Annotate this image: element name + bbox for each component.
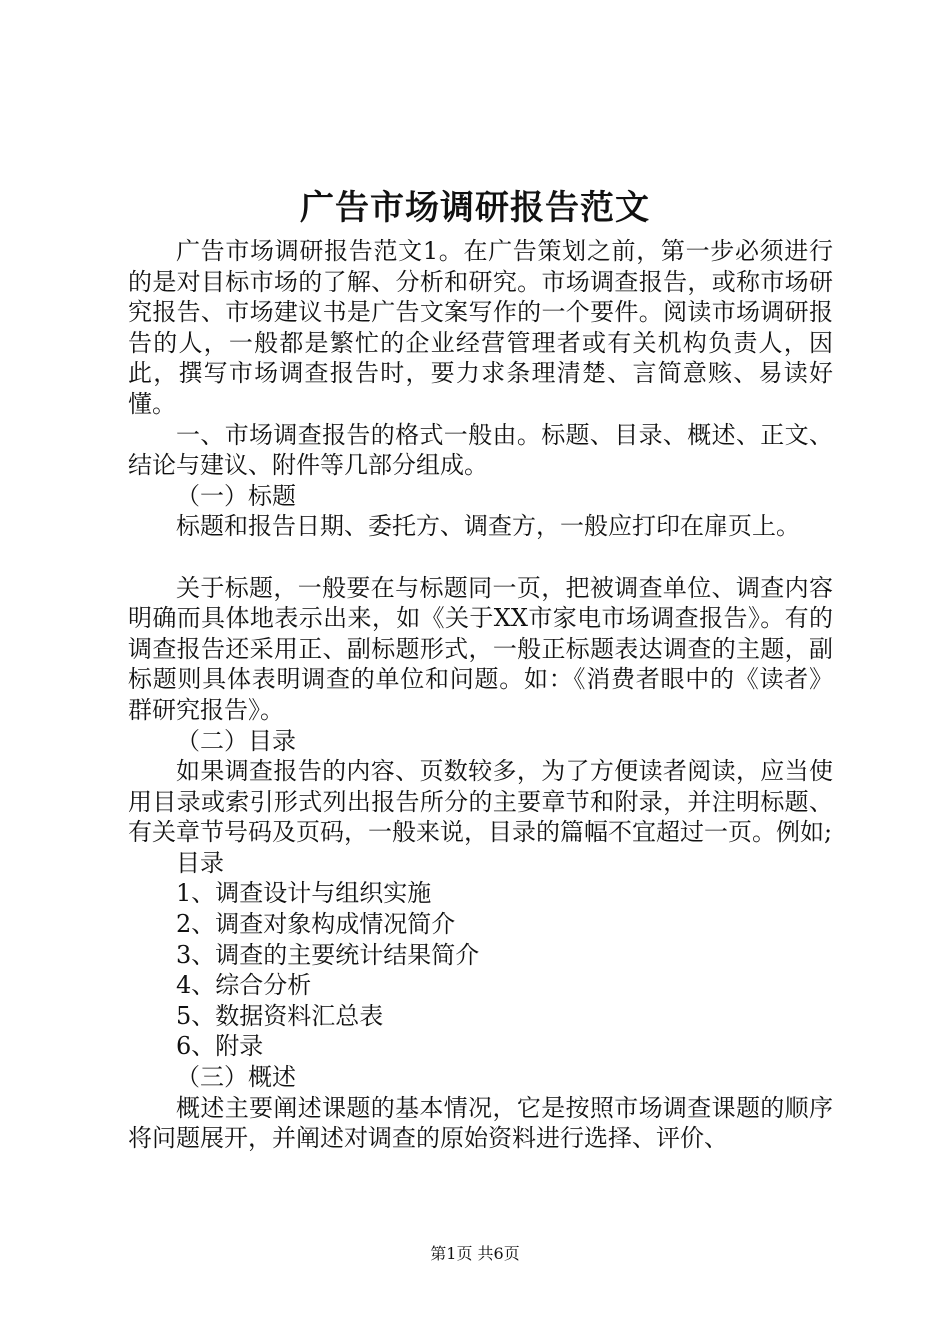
toc-item: 6、附录	[176, 1032, 264, 1061]
paragraph-title-detail: 关于标题，一般要在与标题同一页，把被调查单位、调查内容明确而具体地表示出来，如《关于XX市家电市场调查报告》。有的调查报告还采用正、副标题形式，一般正标题表达调查的主题，副标题则具体表明调查的单位和问题。如：《消费者眼中的《读者》群研究报告》。	[128, 573, 833, 724]
toc-item: 3、调查的主要统计结果简介	[176, 940, 480, 969]
paragraph-toc: 如果调查报告的内容、页数较多，为了方便读者阅读，应当使用目录或索引形式列出报告所分的主要章节和附录，并注明标题、有关章节号码及页码，一般来说，目录的篇幅不宜超过一页。例如;	[128, 757, 833, 847]
toc-heading: 目录	[176, 848, 224, 877]
toc-item: 1、调查设计与组织实施	[176, 879, 432, 908]
heading-title-section: （一）标题	[176, 481, 296, 510]
toc-item: 2、调查对象构成情况简介	[176, 910, 456, 939]
blank-line	[128, 542, 833, 573]
heading-toc-section: （二）目录	[176, 726, 296, 755]
toc-item: 4、综合分析	[176, 971, 312, 1000]
heading-overview-section: （三）概述	[176, 1063, 296, 1092]
document-body	[128, 236, 833, 1154]
page-footer: 第1页 共6页	[430, 1244, 520, 1263]
paragraph-overview: 概述主要阐述课题的基本情况，它是按照市场调查课题的顺序将问题展开，并阐述对调查的原始资料进行选择、评价、	[128, 1093, 833, 1153]
paragraph-title-info: 标题和报告日期、委托方、调查方，一般应打印在扉页上。	[176, 512, 800, 541]
paragraph-format: 一、市场调查报告的格式一般由。标题、目录、概述、正文、结论与建议、附件等几部分组成。	[128, 420, 833, 480]
document-title: 广告市场调研报告范文	[300, 188, 650, 228]
toc-item: 5、数据资料汇总表	[176, 1001, 384, 1030]
paragraph-intro: 广告市场调研报告范文1。在广告策划之前，第一步必须进行的是对目标市场的了解、分析和研究。市场调查报告，或称市场研究报告、市场建议书是广告文案写作的一个要件。阅读市场调研报告的人，一般都是繁忙的企业经营管理者或有关机构负责人，因此，撰写市场调查报告时，要力求条理清楚、言简意赅、易读好懂。	[128, 237, 833, 418]
